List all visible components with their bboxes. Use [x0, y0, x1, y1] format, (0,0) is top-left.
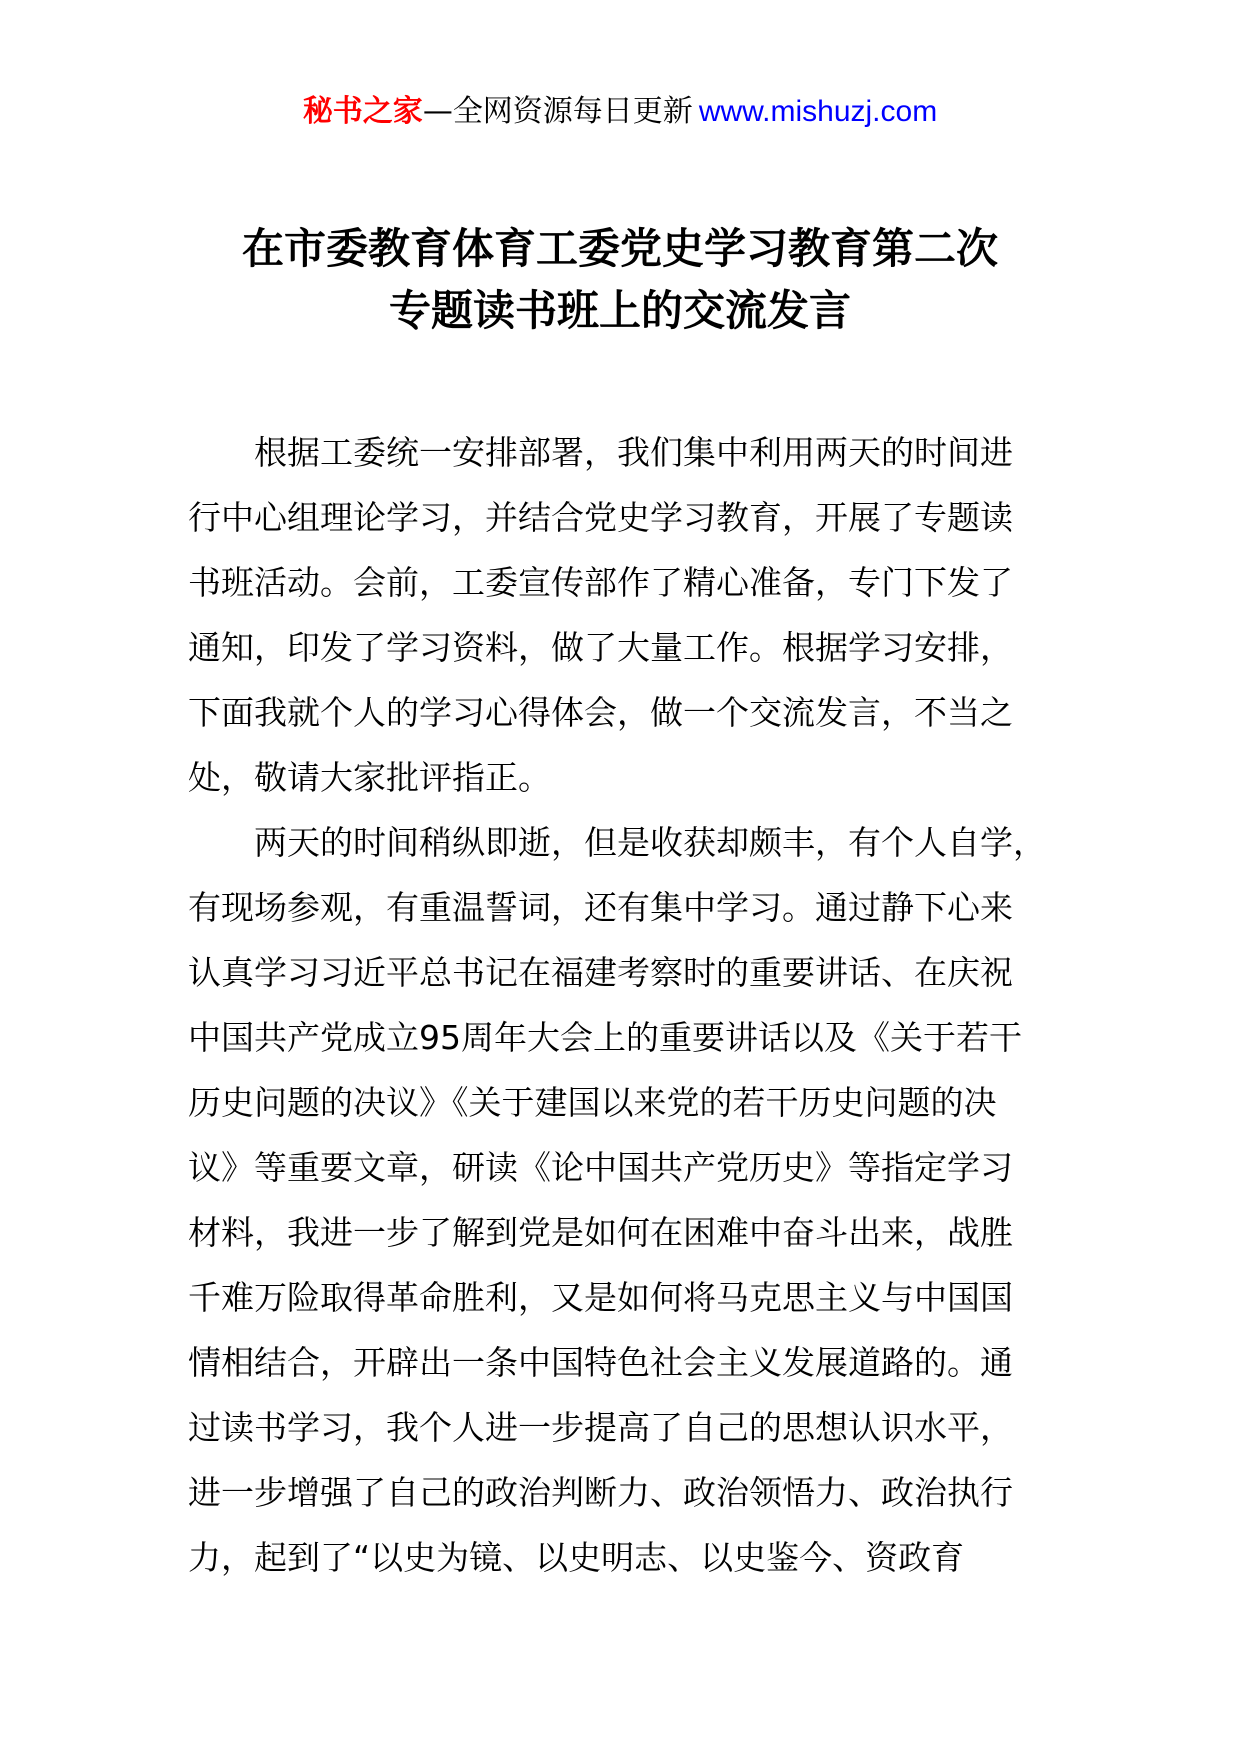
- text-line: 处，敬请大家批评指正。: [188, 758, 551, 797]
- text-line: 历史问题的决议》《关于建国以来党的若干历史问题的决: [188, 1083, 997, 1122]
- document-title: [0, 218, 1240, 342]
- title-line-2: 专题读书班上的交流发言: [388, 286, 851, 335]
- site-url-link[interactable]: www.mishuzj.com: [698, 95, 938, 128]
- text-line: 下面我就个人的学习心得体会，做一个交流发言，不当之: [188, 693, 1013, 732]
- text-line: 有现场参观，有重温誓词，还有集中学习。通过静下心来: [188, 888, 1013, 927]
- text-line: 两天的时间稍纵即逝，但是收获却颇丰，有个人自学，: [188, 823, 1046, 862]
- text-line: 行中心组理论学习，并结合党史学习教育，开展了专题读: [188, 498, 1013, 537]
- site-slogan: —全网资源每日更新: [422, 94, 693, 129]
- text-line: 过读书学习，我个人进一步提高了自己的思想认识水平，: [188, 1408, 1013, 1447]
- text-line: 通知，印发了学习资料，做了大量工作。根据学习安排，: [188, 628, 1013, 667]
- text-line: 书班活动。会前，工委宣传部作了精心准备，专门下发了: [188, 563, 1013, 602]
- text-line: 情相结合，开辟出一条中国特色社会主义发展道路的。通: [188, 1343, 1013, 1382]
- site-brand: 秘书之家: [302, 94, 423, 129]
- title-line-1: 在市委教育体育工委党史学习教育第二次: [241, 224, 998, 273]
- text-line: 根据工委统一安排部署，我们集中利用两天的时间进: [188, 433, 1013, 472]
- paragraph-1: [188, 420, 1088, 810]
- text-line: 认真学习习近平总书记在福建考察时的重要讲话、在庆祝: [188, 953, 1013, 992]
- paragraph-2: [188, 810, 1088, 1590]
- text-line: 力，起到了“以史为镜、以史明志、以史鉴今、资政育: [188, 1538, 965, 1577]
- text-line: 材料，我进一步了解到党是如何在困难中奋斗出来，战胜: [188, 1213, 1013, 1252]
- text-line: 进一步增强了自己的政治判断力、政治领悟力、政治执行: [188, 1473, 1013, 1512]
- text-line: 议》等重要文章，研读《论中国共产党历史》等指定学习: [188, 1148, 1013, 1187]
- text-line: 千难万险取得革命胜利，又是如何将马克思主义与中国国: [188, 1278, 1013, 1317]
- site-header: [0, 92, 1240, 132]
- document-body: [188, 420, 1088, 1590]
- text-line: 中国共产党成立95周年大会上的重要讲话以及《关于若干: [188, 1018, 1022, 1057]
